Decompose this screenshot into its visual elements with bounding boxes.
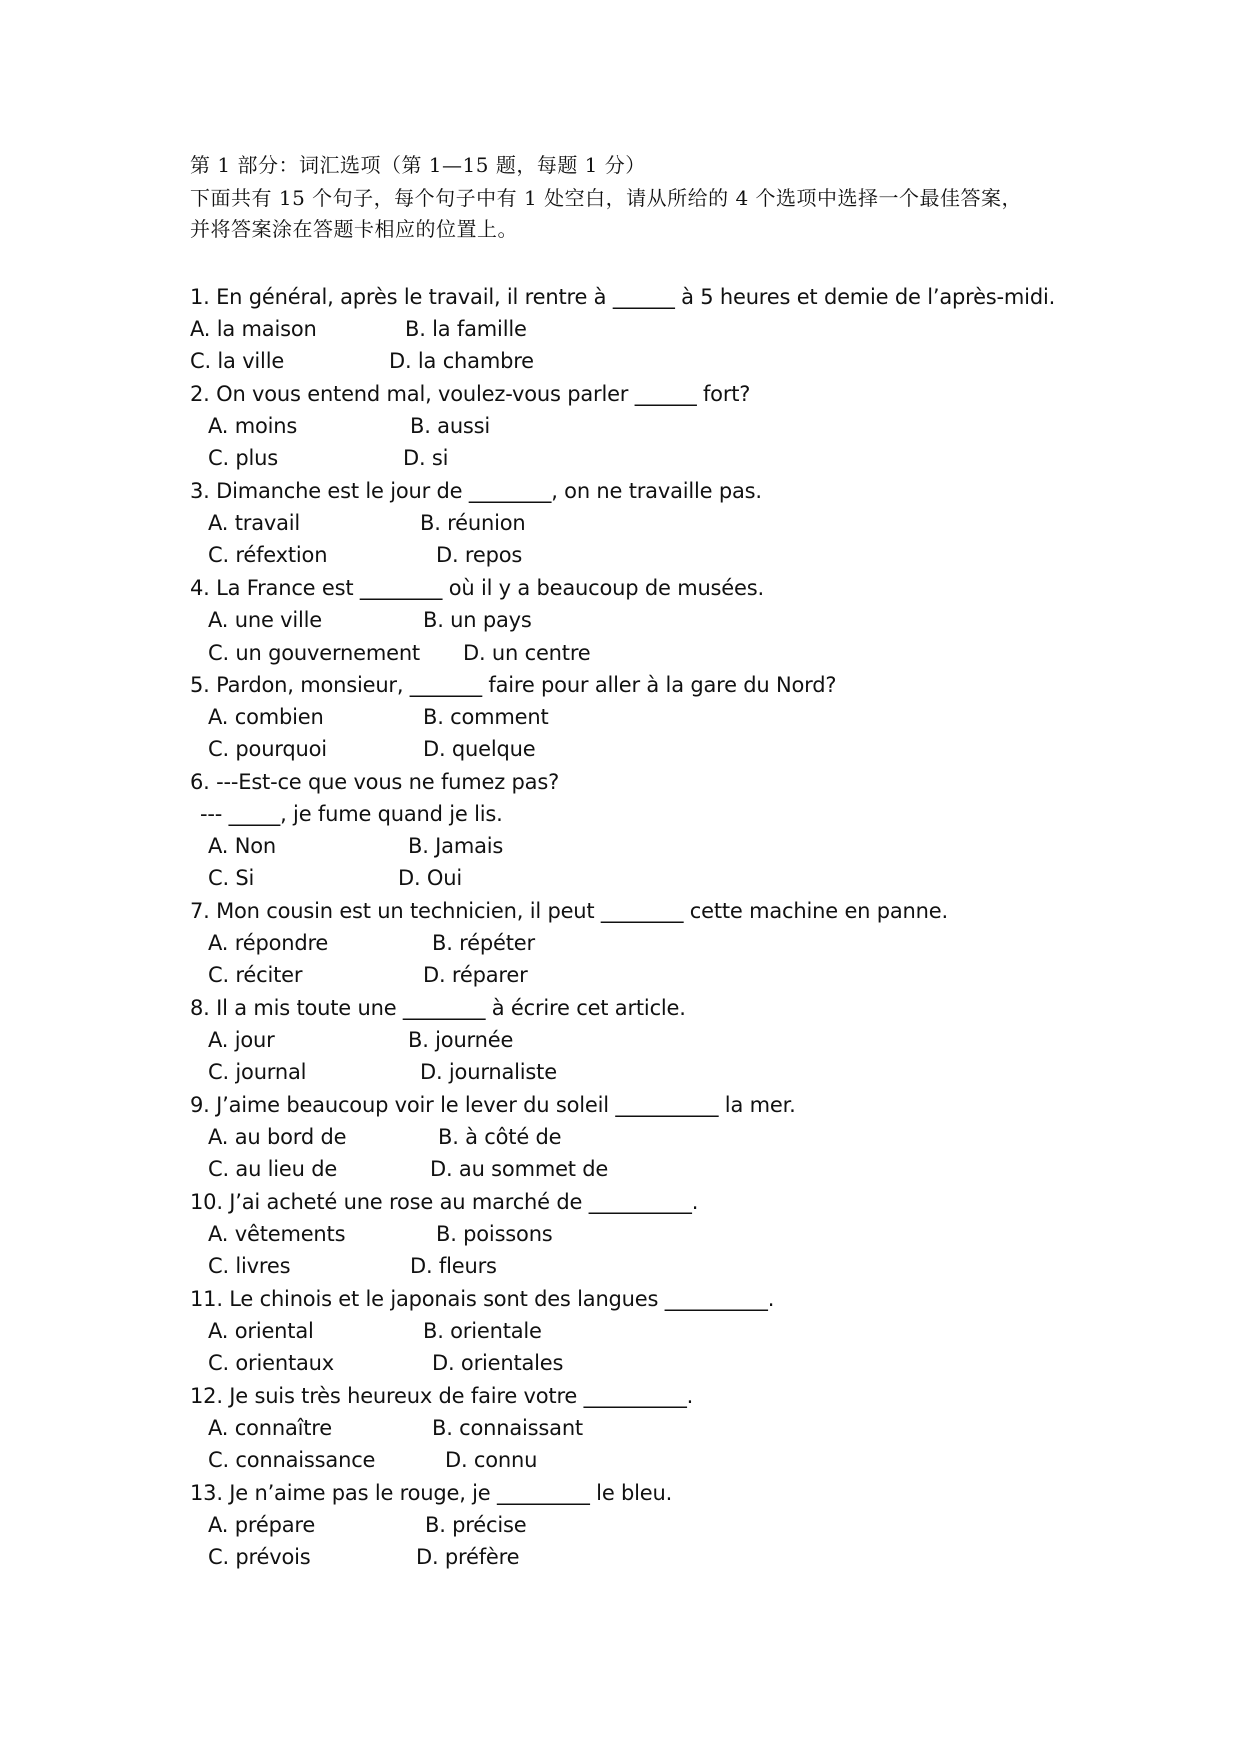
question-4-option-c[interactable]: C. un gouvernement: [208, 641, 420, 665]
question-7-option-c[interactable]: C. réciter: [208, 963, 303, 987]
question-13-option-c[interactable]: C. prévois: [208, 1545, 311, 1569]
question-10-option-a[interactable]: A. vêtements: [208, 1222, 346, 1246]
instruction-line-2: 并将答案涂在答题卡相应的位置上。: [190, 217, 518, 241]
question-13-option-b[interactable]: B. précise: [425, 1513, 527, 1537]
question-6-option-a[interactable]: A. Non: [208, 834, 277, 858]
question-11-option-a[interactable]: A. oriental: [208, 1319, 314, 1343]
question-9-stem: 9. J’aime beaucoup voir le lever du soleil __________ la mer.: [190, 1093, 796, 1117]
question-6-option-d[interactable]: D. Oui: [398, 866, 462, 890]
question-5-option-b[interactable]: B. comment: [423, 705, 549, 729]
question-10-option-b[interactable]: B. poissons: [436, 1222, 553, 1246]
question-11-option-c[interactable]: C. orientaux: [208, 1351, 334, 1375]
question-4-stem: 4. La France est ________ où il y a beaucoup de musées.: [190, 576, 764, 600]
question-1-option-c[interactable]: C. la ville: [190, 349, 285, 373]
question-12-stem: 12. Je suis très heureux de faire votre __________.: [190, 1384, 694, 1408]
question-11-stem: 11. Le chinois et le japonais sont des langues __________.: [190, 1287, 775, 1311]
instruction-line-1: 下面共有 15 个句子，每个句子中有 1 处空白，请从所给的 4 个选项中选择一个最佳答案，: [190, 186, 1023, 210]
question-12-option-c[interactable]: C. connaissance: [208, 1448, 376, 1472]
question-1-option-b[interactable]: B. la famille: [405, 317, 527, 341]
question-1-stem: 1. En général, après le travail, il rentre à ______ à 5 heures et demie de l’après-midi.: [190, 285, 1056, 309]
question-6-stem: 6. ---Est-ce que vous ne fumez pas?: [190, 770, 560, 794]
question-11-option-b[interactable]: B. orientale: [423, 1319, 542, 1343]
question-12-option-a[interactable]: A. connaître: [208, 1416, 332, 1440]
question-1-option-a[interactable]: A. la maison: [190, 317, 317, 341]
question-5-stem: 5. Pardon, monsieur, _______ faire pour aller à la gare du Nord?: [190, 673, 837, 697]
question-2-option-a[interactable]: A. moins: [208, 414, 298, 438]
question-6-reply: --- _____, je fume quand je lis.: [200, 802, 503, 826]
question-8-option-d[interactable]: D. journaliste: [420, 1060, 557, 1084]
question-5-option-c[interactable]: C. pourquoi: [208, 737, 327, 761]
question-11-option-d[interactable]: D. orientales: [432, 1351, 564, 1375]
question-2-option-c[interactable]: C. plus: [208, 446, 279, 470]
question-3-option-c[interactable]: C. réfextion: [208, 543, 328, 567]
question-3-option-d[interactable]: D. repos: [436, 543, 523, 567]
question-4-option-b[interactable]: B. un pays: [423, 608, 532, 632]
question-12-option-d[interactable]: D. connu: [445, 1448, 538, 1472]
question-5-option-a[interactable]: A. combien: [208, 705, 324, 729]
question-4-option-a[interactable]: A. une ville: [208, 608, 323, 632]
question-8-stem: 8. Il a mis toute une ________ à écrire cet article.: [190, 996, 686, 1020]
question-13-option-a[interactable]: A. prépare: [208, 1513, 316, 1537]
question-9-option-a[interactable]: A. au bord de: [208, 1125, 347, 1149]
question-2-stem: 2. On vous entend mal, voulez-vous parler ______ fort?: [190, 382, 751, 406]
question-9-option-c[interactable]: C. au lieu de: [208, 1157, 338, 1181]
question-3-option-a[interactable]: A. travail: [208, 511, 301, 535]
question-2-option-b[interactable]: B. aussi: [410, 414, 491, 438]
question-8-option-b[interactable]: B. journée: [408, 1028, 514, 1052]
question-7-option-d[interactable]: D. réparer: [423, 963, 528, 987]
question-13-stem: 13. Je n’aime pas le rouge, je _________ le bleu.: [190, 1481, 673, 1505]
question-9-option-b[interactable]: B. à côté de: [438, 1125, 562, 1149]
question-7-option-a[interactable]: A. répondre: [208, 931, 329, 955]
question-8-option-a[interactable]: A. jour: [208, 1028, 275, 1052]
question-7-option-b[interactable]: B. répéter: [432, 931, 535, 955]
question-1-option-d[interactable]: D. la chambre: [389, 349, 534, 373]
question-9-option-d[interactable]: D. au sommet de: [430, 1157, 609, 1181]
section-title: 第 1 部分：词汇选项（第 1—15 题，每题 1 分）: [190, 153, 646, 177]
question-7-stem: 7. Mon cousin est un technicien, il peut ________ cette machine en panne.: [190, 899, 948, 923]
question-10-option-c[interactable]: C. livres: [208, 1254, 291, 1278]
question-2-option-d[interactable]: D. si: [403, 446, 449, 470]
question-4-option-d[interactable]: D. un centre: [463, 641, 591, 665]
question-8-option-c[interactable]: C. journal: [208, 1060, 307, 1084]
question-10-stem: 10. J’ai acheté une rose au marché de __________.: [190, 1190, 699, 1214]
question-6-option-c[interactable]: C. Si: [208, 866, 255, 890]
question-13-option-d[interactable]: D. préfère: [416, 1545, 520, 1569]
question-10-option-d[interactable]: D. fleurs: [410, 1254, 497, 1278]
question-12-option-b[interactable]: B. connaissant: [432, 1416, 583, 1440]
question-3-stem: 3. Dimanche est le jour de ________, on ne travaille pas.: [190, 479, 762, 503]
question-5-option-d[interactable]: D. quelque: [423, 737, 536, 761]
question-3-option-b[interactable]: B. réunion: [420, 511, 526, 535]
question-6-option-b[interactable]: B. Jamais: [408, 834, 504, 858]
